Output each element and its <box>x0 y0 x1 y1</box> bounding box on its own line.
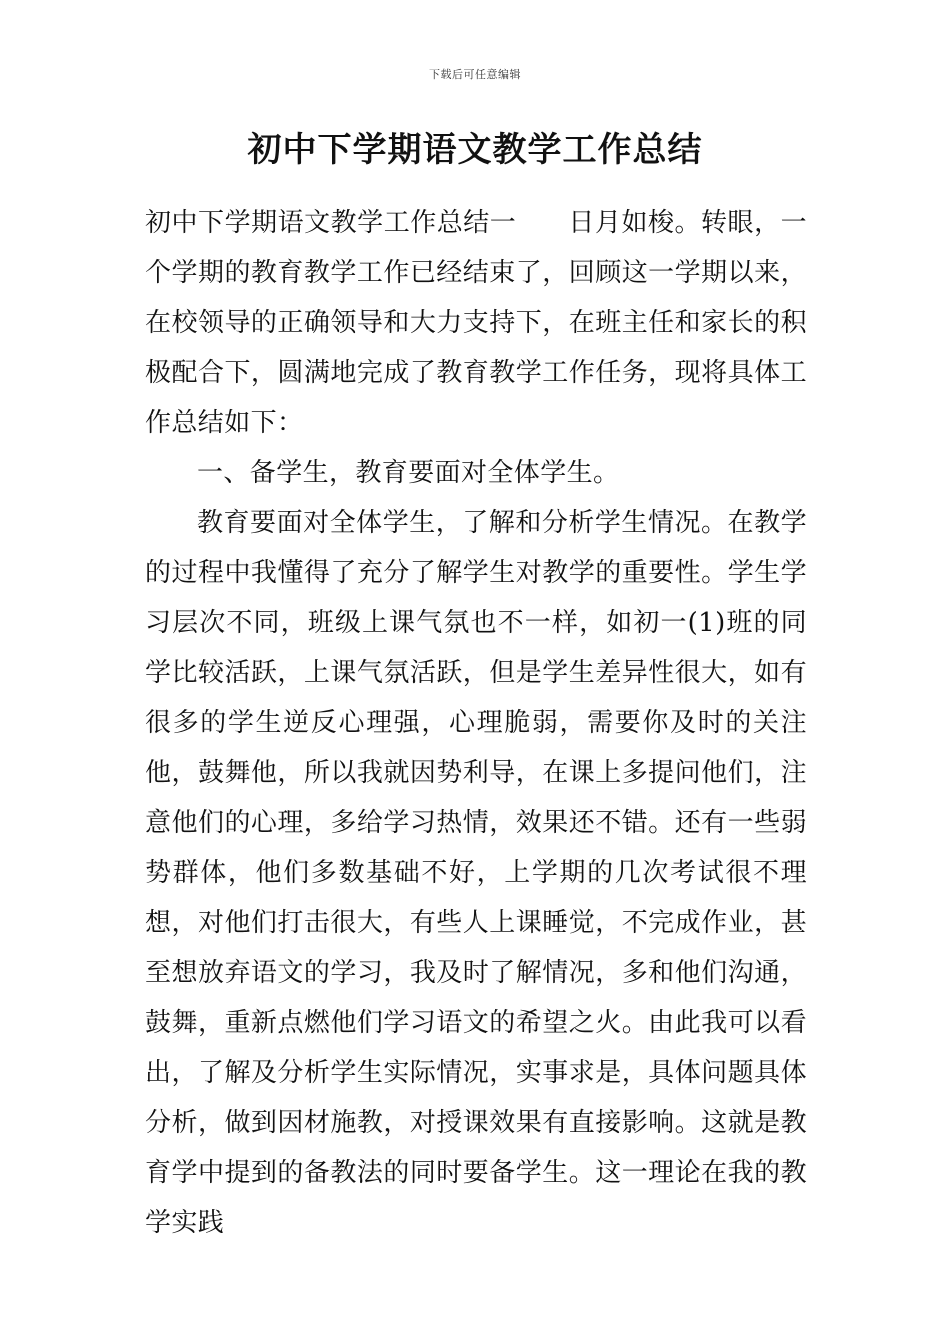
intro-lead: 初中下学期语文教学工作总结一 <box>145 208 517 238</box>
document-body <box>145 198 807 1248</box>
intro-paragraph <box>145 198 807 448</box>
header-note: 下载后可任意编辑 <box>429 68 521 81</box>
document-title: 初中下学期语文教学工作总结 <box>247 130 703 170</box>
section-1-heading: 一、备学生，教育要面对全体学生。 <box>197 458 620 488</box>
intro-rest: 日月如梭。转眼，一个学期的教育教学工作已经结束了，回顾这一学期以来，在校领导的正确领导和大力支持下，在班主任和家长的积极配合下，圆满地完成了教育教学工作任务，现将具体工作总结如下： <box>145 208 807 438</box>
section-1-body: 教育要面对全体学生，了解和分析学生情况。在教学的过程中我懂得了充分了解学生对教学的重要性。学生学习层次不同，班级上课气氛也不一样，如初一(1)班的同学比较活跃，上课气氛活跃，但是学生差异性很大，如有很多的学生逆反心理强，心理脆弱，需要你及时的关注他，鼓舞他，所以我就因势利导，在课上多提问他们，注意他们的心理，多给学习热情，效果还不错。还有一些弱势群体，他们多数基础不好，上学期的几次考试很不理想，对他们打击很大，有些人上课睡觉，不完成作业，甚至想放弃语文的学习，我及时了解情况，多和他们沟通，鼓舞，重新点燃他们学习语文的希望之火。由此我可以看出，了解及分析学生实际情况，实事求是，具体问题具体分析，做到因材施教，对授课效果有直接影响。这就是教育学中提到的备教法的同时要备学生。这一理论在我的教学实践 <box>145 508 807 1238</box>
